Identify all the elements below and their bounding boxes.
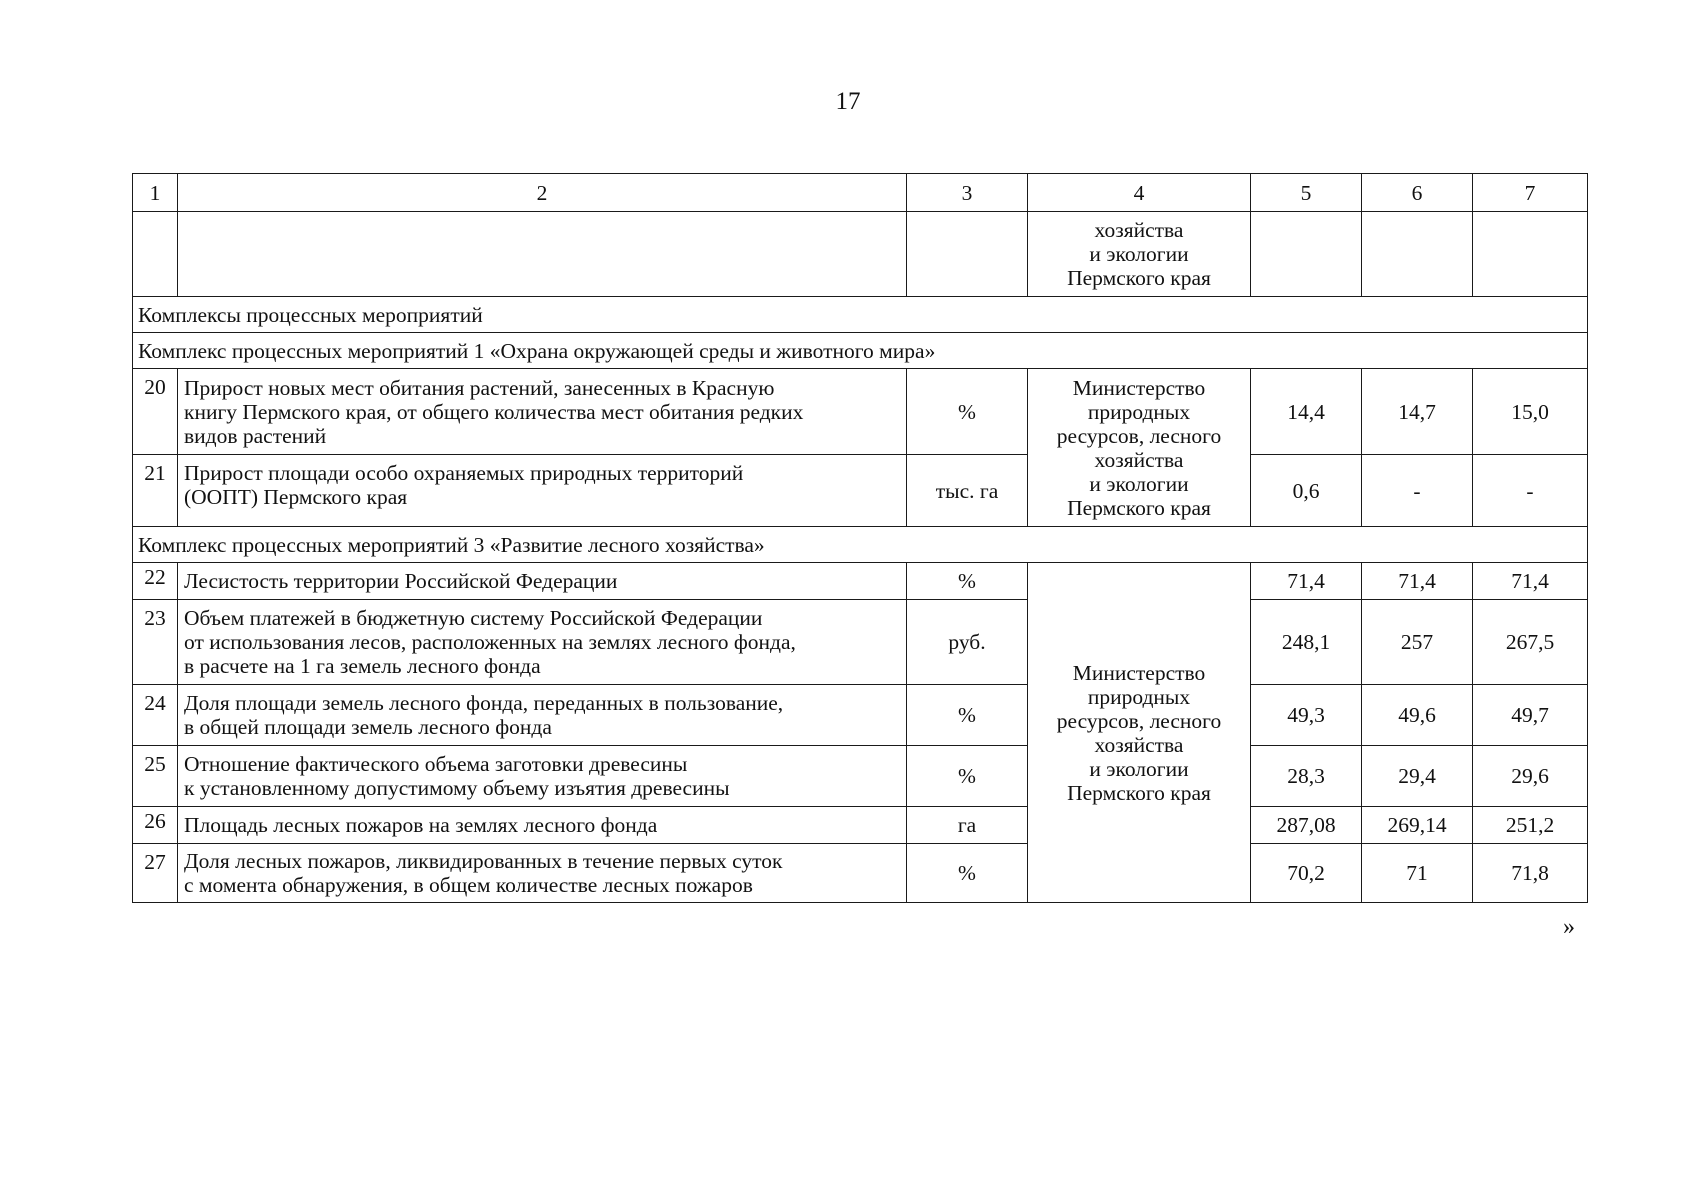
value-cell: 71,4 — [1362, 563, 1473, 600]
indicator-line: с момента обнаружения, в общем количестве лесных пожаров — [184, 873, 753, 897]
row-number: 22 — [133, 563, 178, 600]
responsible-line: хозяйства — [1094, 732, 1184, 757]
responsible-cell — [1028, 563, 1251, 903]
header-row — [133, 174, 1588, 212]
value-cell: 71 — [1362, 844, 1473, 903]
responsible-line: Министерство — [1072, 375, 1206, 400]
section-heading: Комплексы процессных мероприятий — [133, 297, 1588, 333]
indicator-line: Объем платежей в бюджетную систему Российской Федерации — [184, 606, 763, 630]
unit-cell: руб. — [907, 600, 1028, 685]
value-cell: 49,3 — [1251, 685, 1362, 746]
section-heading: Комплекс процессных мероприятий 1 «Охрана окружающей среды и животного мира» — [133, 333, 1588, 369]
empty-cell — [907, 212, 1028, 297]
value-cell: 49,7 — [1473, 685, 1588, 746]
value-cell: 29,6 — [1473, 746, 1588, 807]
header-cell: 1 — [133, 174, 178, 212]
responsible-line: хозяйства — [1094, 218, 1184, 242]
table-row — [133, 455, 1588, 527]
empty-cell — [178, 212, 907, 297]
indicator-name — [178, 369, 907, 455]
table-row — [133, 369, 1588, 455]
value-cell: 0,6 — [1251, 455, 1362, 527]
value-cell: 29,4 — [1362, 746, 1473, 807]
header-cell: 4 — [1028, 174, 1251, 212]
indicator-name — [178, 563, 907, 600]
table-row — [133, 600, 1588, 685]
row-number: 27 — [133, 844, 178, 903]
value-cell: 287,08 — [1251, 807, 1362, 844]
indicator-line: Прирост новых мест обитания растений, занесенных в Красную — [184, 375, 775, 400]
value-cell: 71,4 — [1473, 563, 1588, 600]
table-row — [133, 844, 1588, 903]
indicator-line: к установленному допустимому объему изъятия древесины — [184, 776, 730, 800]
indicator-name — [178, 600, 907, 685]
row-number: 24 — [133, 685, 178, 746]
empty-cell — [133, 212, 178, 297]
indicator-line: видов растений — [184, 423, 327, 448]
responsible-line: природных — [1087, 684, 1191, 709]
indicator-name — [178, 685, 907, 746]
unit-cell: тыс. га — [907, 455, 1028, 527]
value-cell: 15,0 — [1473, 369, 1588, 455]
indicator-line: Прирост площади особо охраняемых природных территорий — [184, 461, 744, 485]
row-number: 26 — [133, 807, 178, 844]
responsible-line: хозяйства — [1094, 447, 1184, 472]
header-cell: 6 — [1362, 174, 1473, 212]
table-row — [133, 807, 1588, 844]
row-number: 20 — [133, 369, 178, 455]
value-cell: 28,3 — [1251, 746, 1362, 807]
unit-cell: % — [907, 685, 1028, 746]
header-cell: 7 — [1473, 174, 1588, 212]
section-row — [133, 333, 1588, 369]
unit-cell: % — [907, 844, 1028, 903]
value-cell: 267,5 — [1473, 600, 1588, 685]
responsible-line: Пермского края — [1067, 266, 1211, 290]
indicator-line: от использования лесов, расположенных на землях лесного фонда, — [184, 630, 796, 654]
closing-quote-mark: » — [1563, 914, 1575, 940]
indicator-line: Площадь лесных пожаров на землях лесного фонда — [184, 813, 658, 837]
indicator-line: в расчете на 1 га земель лесного фонда — [184, 654, 541, 678]
page-number: 17 — [835, 88, 861, 115]
indicator-line: Отношение фактического объема заготовки древесины — [184, 752, 688, 776]
responsible-cell — [1028, 212, 1251, 297]
responsible-line: ресурсов, лесного — [1056, 423, 1222, 448]
value-cell: 269,14 — [1362, 807, 1473, 844]
responsible-line: природных — [1087, 399, 1191, 424]
responsible-line: Пермского края — [1067, 780, 1211, 805]
unit-cell: % — [907, 563, 1028, 600]
indicator-line: (ООПТ) Пермского края — [184, 485, 408, 509]
value-cell: 49,6 — [1362, 685, 1473, 746]
indicators-table — [132, 173, 1588, 903]
indicator-name — [178, 844, 907, 903]
table-row — [133, 685, 1588, 746]
empty-cell — [1362, 212, 1473, 297]
value-cell: 70,2 — [1251, 844, 1362, 903]
row-number: 25 — [133, 746, 178, 807]
indicator-name — [178, 455, 907, 527]
row-number: 23 — [133, 600, 178, 685]
row-number: 21 — [133, 455, 178, 527]
value-cell: 14,7 — [1362, 369, 1473, 455]
continuation-row — [133, 212, 1588, 297]
responsible-line: и экологии — [1089, 471, 1189, 496]
value-cell: 248,1 — [1251, 600, 1362, 685]
indicator-line: Доля площади земель лесного фонда, переданных в пользование, — [184, 691, 784, 715]
table-row — [133, 746, 1588, 807]
section-heading: Комплекс процессных мероприятий 3 «Развитие лесного хозяйства» — [133, 527, 1588, 563]
value-cell: 71,4 — [1251, 563, 1362, 600]
indicator-line: в общей площади земель лесного фонда — [184, 715, 552, 739]
responsible-line: Министерство — [1072, 660, 1206, 685]
indicator-name — [178, 746, 907, 807]
indicator-line: книгу Пермского края, от общего количества мест обитания редких — [184, 399, 804, 424]
unit-cell: га — [907, 807, 1028, 844]
empty-cell — [1473, 212, 1588, 297]
header-cell: 2 — [178, 174, 907, 212]
indicator-name — [178, 807, 907, 844]
value-cell: 14,4 — [1251, 369, 1362, 455]
responsible-line: ресурсов, лесного — [1056, 708, 1222, 733]
empty-cell — [1251, 212, 1362, 297]
table-row — [133, 563, 1588, 600]
indicator-line: Лесистость территории Российской Федерации — [184, 569, 618, 593]
responsible-line: и экологии — [1089, 756, 1189, 781]
section-row — [133, 527, 1588, 563]
responsible-cell — [1028, 369, 1251, 527]
responsible-line: и экологии — [1089, 242, 1189, 266]
value-cell: 257 — [1362, 600, 1473, 685]
value-cell: - — [1362, 455, 1473, 527]
header-cell: 3 — [907, 174, 1028, 212]
responsible-line: Пермского края — [1067, 495, 1211, 520]
unit-cell: % — [907, 369, 1028, 455]
header-cell: 5 — [1251, 174, 1362, 212]
value-cell: 71,8 — [1473, 844, 1588, 903]
indicator-line: Доля лесных пожаров, ликвидированных в течение первых суток — [184, 849, 783, 873]
unit-cell: % — [907, 746, 1028, 807]
value-cell: - — [1473, 455, 1588, 527]
section-row — [133, 297, 1588, 333]
value-cell: 251,2 — [1473, 807, 1588, 844]
